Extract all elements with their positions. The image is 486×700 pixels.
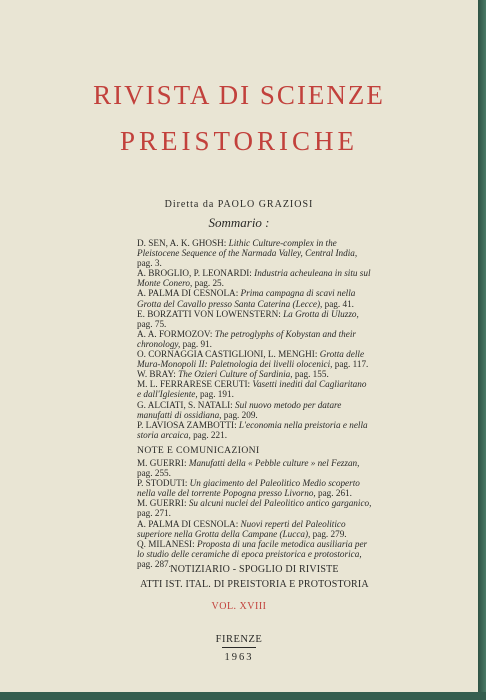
entry-page: pag. 155. (294, 369, 329, 380)
entry-authors: E. BORZATTI VON LOWENSTERN: (137, 308, 281, 319)
entry-authors: M. GUERRI: (137, 457, 187, 468)
entry-page: pag. 25. (194, 278, 224, 289)
binding-edge (478, 0, 486, 700)
entry-title: Lithic Culture-complex in the Pleistocene Sequence of the Narmada Valley, Central India, (137, 238, 358, 259)
entry-authors: A. PALMA DI CESNOLA: (137, 288, 239, 299)
entry-title: Grotta delle Mura-Monopoli II: Paletnologia dei livelli olocenici, (137, 349, 365, 370)
entry-page: pag. 221. (193, 429, 227, 440)
entry-page: pag. 41. (324, 298, 354, 309)
toc-entry (137, 478, 372, 498)
entry-authors: M. L. FERRARESE CERUTI: (137, 379, 251, 390)
entry-authors: A. BROGLIO, P. LEONARDI: (137, 268, 252, 279)
entry-title: Sul nuovo metodo per datare manufatti di ossidiana, (137, 399, 342, 420)
entry-authors: M. GUERRI: (137, 498, 187, 509)
table-of-contents (137, 238, 372, 569)
entry-page: pag. 191. (199, 389, 234, 400)
entry-page: pag. 255. (137, 468, 171, 479)
entry-title: Proposta di una facile metodica ausiliaria per lo studio delle ceramiche di epoca preistorica e protostorica, (137, 538, 368, 559)
notiziario-line: NOTIZIARIO - SPOGLIO DI RIVISTE (170, 564, 339, 575)
volume-number: VOL. XVIII (211, 601, 267, 612)
entry-authors: W. BRAY: (137, 369, 176, 380)
entry-authors: O. CORNAGGIA CASTIGLIONI, L. MENGHI: (137, 349, 318, 360)
editor-line (0, 196, 478, 211)
editor-prefix: Diretta da (164, 199, 215, 210)
entry-title: La Grotta di Uluzzo, (283, 308, 359, 319)
editor-name: PAOLO GRAZIOSI (217, 199, 314, 210)
entry-title: Su alcuni nuclei del Paleolitico antico garganico, (188, 498, 372, 509)
entry-authors: P. LAVIOSA ZAMBOTTI: (137, 419, 237, 430)
entry-title: Nuovi reperti del Paleolitico superiore nella Grotta della Campane (Lucca), (137, 518, 346, 539)
entry-page: pag. 271. (137, 508, 171, 519)
toc-entry (137, 379, 372, 399)
entry-title: The Ozieri Culture of Sardinia, (178, 369, 293, 380)
toc-entry (137, 498, 372, 518)
entry-page: pag. 209. (223, 409, 258, 420)
atti-line: ATTI IST. ITAL. DI PREISTORIA E PROTOSTORIA (140, 579, 369, 590)
toc-entry (137, 458, 372, 478)
title-line-1: RIVISTA DI SCIENZE (93, 80, 385, 110)
entry-authors: D. SEN, A. K. GHOSH: (137, 238, 227, 248)
toc-entry (137, 238, 372, 268)
toc-entry (137, 519, 372, 539)
notes-list (137, 458, 372, 569)
toc-entry (137, 309, 372, 329)
entry-page: pag. 75. (137, 318, 167, 329)
publication-year: 1963 (224, 652, 254, 663)
entry-page: pag. 279. (312, 528, 347, 539)
article-list (137, 238, 372, 440)
entry-title: Manufatti della « Pebble culture » nel Fezzan, (188, 457, 360, 468)
entry-page: pag. 287. (137, 558, 171, 569)
entry-title: Vasetti inediti dal Cagliaritano e dall'Iglesiente, (137, 379, 367, 400)
entry-authors: Q. MILANESI: (137, 538, 195, 549)
entry-title: L'economia nella preistoria e nella storia arcaica, (137, 419, 368, 440)
entry-authors: G. ALCIATI, S. NATALI: (137, 399, 233, 410)
toc-entry (137, 268, 372, 288)
notes-heading: NOTE E COMUNICAZIONI (137, 444, 260, 456)
entry-page: pag. 91. (182, 338, 212, 349)
entry-authors: P. STODUTI: (137, 478, 188, 489)
entry-authors: A. PALMA DI CESNOLA: (137, 518, 239, 529)
entry-page: pag. 117. (334, 359, 369, 370)
entry-page: pag. 261. (318, 488, 352, 499)
toc-entry (137, 400, 372, 420)
divider-rule (222, 647, 256, 648)
entry-page: pag. 3. (137, 258, 162, 269)
entry-title: Industria acheuleana in situ sul Monte Conero, (137, 268, 371, 289)
entry-authors: A. A. FORMOZOV: (137, 328, 213, 339)
entry-title: Prima campagna di scavi nella Grotta del Cavallo presso Santa Caterina (Lecce), (137, 288, 356, 309)
toc-entry (137, 369, 372, 379)
publication-city: FIRENZE (215, 634, 263, 645)
toc-entry (137, 349, 372, 369)
sommario-label: Sommario : (208, 215, 270, 230)
toc-entry (137, 288, 372, 308)
toc-entry (137, 420, 372, 440)
binding-bottom-edge (0, 692, 486, 700)
entry-title: Un giacimento del Paleolitico Medio scoperto nella valle del torrente Popogna presso Livorno, (137, 478, 360, 499)
title-line-2: PREISTORICHE (119, 126, 359, 156)
entry-title: The petroglyphs of Kobystan and their chronology, (137, 328, 356, 349)
toc-entry (137, 329, 372, 349)
